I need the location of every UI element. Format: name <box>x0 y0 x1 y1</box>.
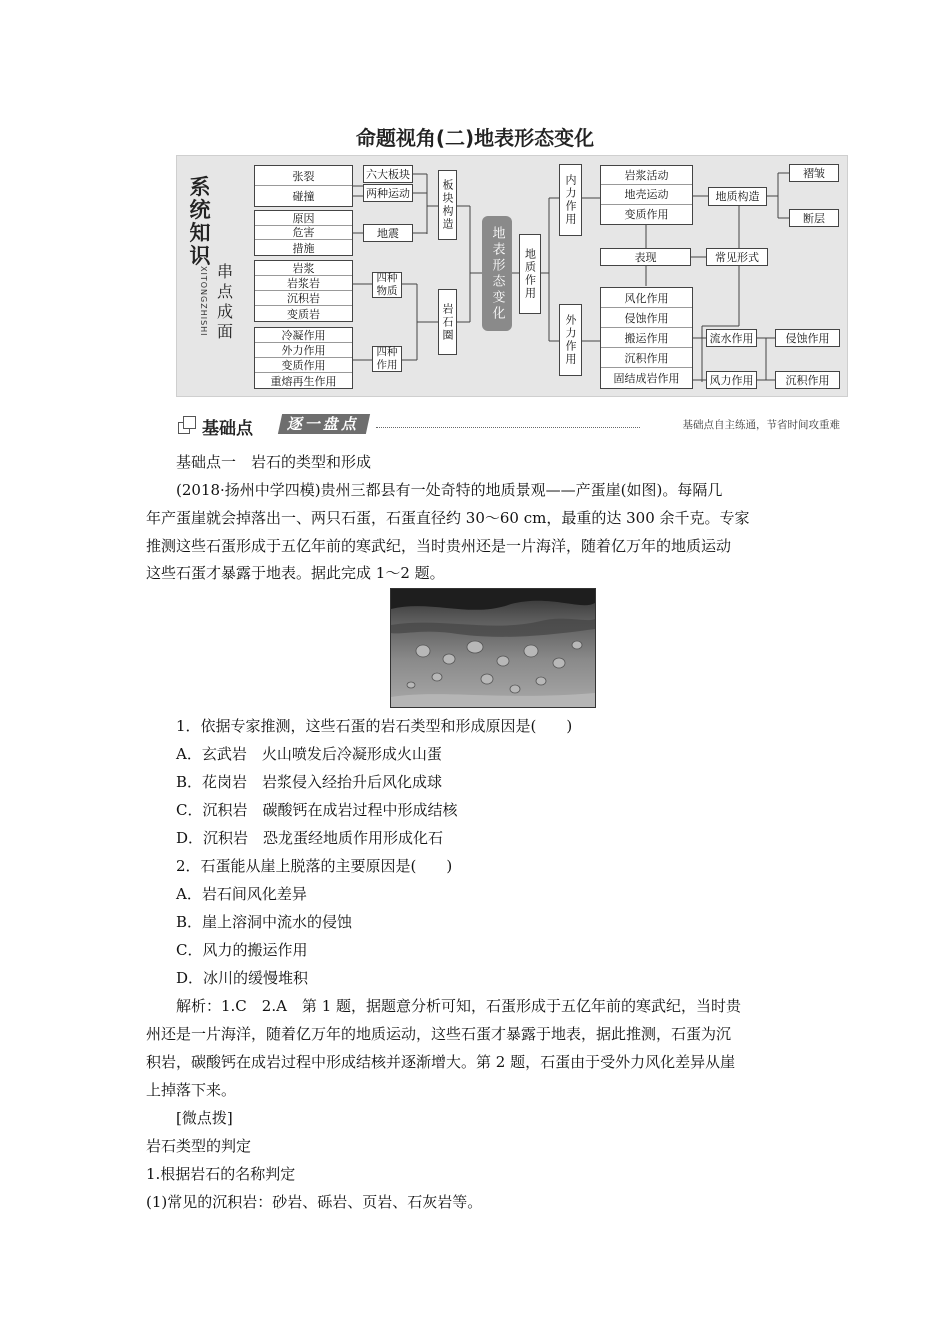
section-tag: 逐一盘点 <box>278 414 370 434</box>
box-six-plates: 六大板块 <box>363 165 413 183</box>
group-external-processes <box>600 287 693 389</box>
tip-label: [微点拨] <box>176 1109 233 1127</box>
cell-waili: 外力作用 <box>255 343 352 358</box>
cell-pengzhuang: 碰撞 <box>292 190 315 203</box>
cell-lengning: 冷凝作用 <box>255 328 352 343</box>
box-common-forms: 常见形式 <box>706 248 768 266</box>
box-four-processes-label: 四种作用 <box>376 346 398 371</box>
subheading: 1.根据岩石的名称判定 <box>146 1165 296 1183</box>
side-subtitle <box>216 262 234 342</box>
side-title-char: 知 <box>189 221 211 245</box>
intro-line: 这些石蛋才暴露于地表。据此完成 1～2 题。 <box>146 564 445 582</box>
box-plate-tectonics: 板块构造 <box>438 170 457 240</box>
cell-magmatic: 岩浆活动 <box>601 166 692 185</box>
cell-deposition: 沉积作用 <box>601 348 692 368</box>
intro-line: 推测这些石蛋形成于五亿年前的寒武纪，当时贵州还是一片海洋，随着亿万年的地质运动 <box>146 537 732 555</box>
group-earthquake <box>254 210 353 256</box>
cliff-photo-art <box>391 589 595 707</box>
box-geologic-structure: 地质构造 <box>708 187 767 206</box>
analysis-line: 解析：1.C 2.A 第 1 题，据题意分析可知，石蛋形成于五亿年前的寒武纪，当时贵 <box>176 997 742 1015</box>
cell-chenjiyan: 沉积岩 <box>255 291 352 306</box>
cell-yuanyin: 原因 <box>255 211 352 226</box>
concept-map <box>176 155 848 397</box>
cell-bianzhiyan: 变质岩 <box>287 307 320 321</box>
square-icon <box>183 416 196 429</box>
cell-metamorphic: 变质作用 <box>624 208 669 222</box>
center-topic-label: 地表形态变化 <box>489 225 505 322</box>
side-title-char: 统 <box>189 198 211 222</box>
cell-chongrong: 重熔再生作用 <box>270 374 337 388</box>
cell-lithification: 固结成岩作用 <box>613 372 680 385</box>
q2-option-b: B．崖上溶洞中流水的侵蚀 <box>176 913 353 931</box>
section-title: 基础点 <box>202 419 253 439</box>
cliff-photo <box>390 588 596 708</box>
box-two-motions: 两种运动 <box>363 184 413 202</box>
q1-option-c: C．沉积岩 碳酸钙在成岩过程中形成结核 <box>176 801 458 819</box>
paragraph: (1)常见的沉积岩：砂岩、砾岩、页岩、石灰岩等。 <box>146 1193 483 1211</box>
page-title: 命题视角(二)地表形态变化 <box>355 126 595 150</box>
box-four-materials <box>372 272 402 298</box>
analysis-line: 积岩，碳酸钙在成岩过程中形成结核并逐渐增大。第 2 题，石蛋由于受外力风化差异从崖 <box>146 1053 736 1071</box>
side-title-char: 系 <box>189 175 211 199</box>
question-2: 2．石蛋能从崖上脱落的主要原因是( ) <box>176 857 453 875</box>
side-sub-char: 成 <box>216 302 233 321</box>
box-external-force: 外力作用 <box>559 304 582 376</box>
dotted-divider <box>376 427 640 428</box>
intro-line: (2018·扬州中学四模)贵州三都县有一处奇特的地质景观——产蛋崖(如图)。每隔几 <box>176 481 723 499</box>
cell-crustal: 地壳运动 <box>601 185 692 204</box>
cell-weathering: 风化作用 <box>601 288 692 308</box>
side-sub-char: 串 <box>216 262 233 281</box>
analysis-line: 上掉落下来。 <box>146 1081 237 1099</box>
side-sub-char: 点 <box>216 282 233 301</box>
side-title-char: 识 <box>189 244 211 268</box>
cell-weihai: 危害 <box>255 226 352 241</box>
box-manifestation: 表现 <box>600 248 691 266</box>
cell-cuoshi: 措施 <box>292 241 315 255</box>
box-fluvial: 流水作用 <box>706 329 757 347</box>
q1-option-b: B．花岗岩 岩浆侵入经抬升后风化成球 <box>176 773 443 791</box>
subheading: 岩石类型的判定 <box>146 1137 252 1155</box>
cell-bianzhi: 变质作用 <box>255 358 352 373</box>
box-earthquake: 地震 <box>363 224 413 242</box>
box-geologic-process: 地质作用 <box>519 234 541 314</box>
group-plate-motion <box>254 165 353 207</box>
group-internal-processes <box>600 165 693 225</box>
analysis-line: 州还是一片海洋，随着亿万年的地质运动，这些石蛋才暴露于地表，据此推测，石蛋为沉 <box>146 1025 732 1043</box>
section-hint: 基础点自主练通，节省时间攻重难 <box>682 419 840 431</box>
question-1: 1．依据专家推测，这些石蛋的岩石类型和形成原因是( ) <box>176 717 573 735</box>
group-four-materials <box>254 260 353 322</box>
side-pinyin: XITONGZHISHI <box>199 266 208 337</box>
box-fold: 褶皱 <box>789 164 839 182</box>
group-four-processes <box>254 327 353 389</box>
cell-transport: 搬运作用 <box>601 328 692 348</box>
center-topic <box>482 216 512 331</box>
cell-yanjiangyan: 岩浆岩 <box>255 276 352 291</box>
intro-line: 年产蛋崖就会掉落出一、两只石蛋，石蛋直径约 30～60 cm，最重的达 300 余千克。专家 <box>146 509 750 527</box>
box-deposition-result: 沉积作用 <box>775 371 840 389</box>
box-lithosphere: 岩石圈 <box>438 289 457 355</box>
cell-yanjiang: 岩浆 <box>255 261 352 276</box>
cell-zhanglie: 张裂 <box>255 166 352 186</box>
q1-option-a: A．玄武岩 火山喷发后冷凝形成火山蛋 <box>176 745 442 763</box>
box-internal-force: 内力作用 <box>559 164 582 236</box>
box-erosion-result: 侵蚀作用 <box>775 329 840 347</box>
box-aeolian: 风力作用 <box>706 371 757 389</box>
point-heading: 基础点一 岩石的类型和形成 <box>176 453 372 471</box>
q2-option-a: A．岩石间风化差异 <box>176 885 307 903</box>
box-fault: 断层 <box>789 209 839 227</box>
side-sub-char: 面 <box>216 322 233 341</box>
q2-option-c: C．风力的搬运作用 <box>176 941 308 959</box>
box-four-materials-label: 四种物质 <box>376 272 398 297</box>
section-header-bar <box>176 414 840 439</box>
side-title <box>187 176 213 268</box>
box-four-processes <box>372 346 402 372</box>
q1-option-d: D．沉积岩 恐龙蛋经地质作用形成化石 <box>176 829 444 847</box>
q2-option-d: D．冰川的缓慢堆积 <box>176 969 309 987</box>
cell-erosion: 侵蚀作用 <box>601 308 692 328</box>
